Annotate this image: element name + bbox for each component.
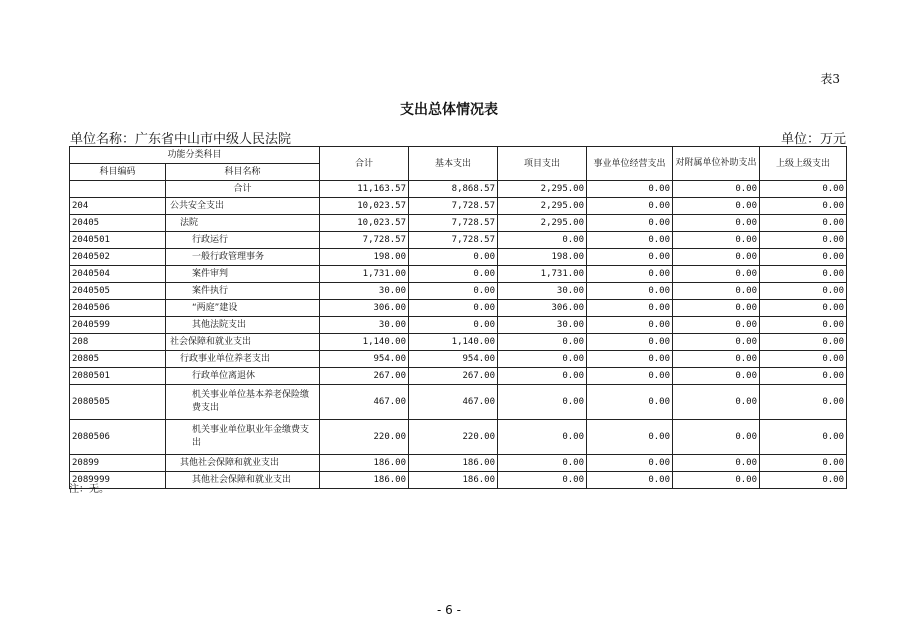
row-biz-cell: 0.00 — [587, 420, 673, 455]
row-name-cell: 行政运行 — [166, 232, 320, 249]
row-subsidy-cell: 0.00 — [673, 334, 760, 351]
row-basic-cell: 7,728.57 — [409, 198, 498, 215]
row-code-cell — [70, 181, 166, 198]
row-biz-cell: 0.00 — [587, 317, 673, 334]
row-code-cell: 2040505 — [70, 283, 166, 300]
row-project-cell: 0.00 — [498, 455, 587, 472]
row-subsidy-cell: 0.00 — [673, 181, 760, 198]
row-project-cell: 2,295.00 — [498, 215, 587, 232]
header-subsidy-expenditure: 对附属单位补助支出 — [673, 147, 760, 181]
row-name-cell: 合计 — [166, 181, 320, 198]
row-total-cell: 30.00 — [320, 283, 409, 300]
row-biz-cell: 0.00 — [587, 472, 673, 489]
row-name-cell: 其他法院支出 — [166, 317, 320, 334]
row-basic-cell: 467.00 — [409, 385, 498, 420]
row-project-cell: 0.00 — [498, 420, 587, 455]
row-basic-cell: 0.00 — [409, 300, 498, 317]
row-basic-cell: 0.00 — [409, 283, 498, 300]
row-total-cell: 7,728.57 — [320, 232, 409, 249]
row-basic-cell: 0.00 — [409, 317, 498, 334]
row-upper-cell: 0.00 — [760, 385, 847, 420]
header-name: 科目名称 — [166, 164, 320, 181]
row-biz-cell: 0.00 — [587, 368, 673, 385]
row-total-cell: 198.00 — [320, 249, 409, 266]
header-upper-expenditure: 上级上级支出 — [760, 147, 847, 181]
row-code-cell: 2040599 — [70, 317, 166, 334]
row-basic-cell: 1,140.00 — [409, 334, 498, 351]
row-total-cell: 11,163.57 — [320, 181, 409, 198]
table-row — [70, 368, 847, 385]
row-project-cell: 2,295.00 — [498, 198, 587, 215]
row-subsidy-cell: 0.00 — [673, 420, 760, 455]
page-number: - 6 - — [437, 603, 461, 617]
row-basic-cell: 7,728.57 — [409, 232, 498, 249]
row-upper-cell: 0.00 — [760, 300, 847, 317]
row-biz-cell: 0.00 — [587, 300, 673, 317]
header-code: 科目编码 — [70, 164, 166, 181]
currency-unit-label: 单位：万元 — [780, 132, 846, 147]
row-project-cell: 0.00 — [498, 351, 587, 368]
table-row — [70, 420, 847, 455]
row-project-cell: 0.00 — [498, 385, 587, 420]
row-basic-cell: 7,728.57 — [409, 215, 498, 232]
row-upper-cell: 0.00 — [760, 317, 847, 334]
row-code-cell: 2080505 — [70, 385, 166, 420]
row-subsidy-cell: 0.00 — [673, 198, 760, 215]
row-upper-cell: 0.00 — [760, 283, 847, 300]
row-project-cell: 306.00 — [498, 300, 587, 317]
row-name-cell: 案件审判 — [166, 266, 320, 283]
row-code-cell: 2040506 — [70, 300, 166, 317]
note-text: 注：无。 — [69, 484, 109, 495]
row-subsidy-cell: 0.00 — [673, 232, 760, 249]
row-code-cell: 2040502 — [70, 249, 166, 266]
row-project-cell: 30.00 — [498, 317, 587, 334]
table-number-label: 表3 — [820, 72, 840, 86]
row-upper-cell: 0.00 — [760, 472, 847, 489]
row-basic-cell: 186.00 — [409, 455, 498, 472]
row-subsidy-cell: 0.00 — [673, 472, 760, 489]
row-biz-cell: 0.00 — [587, 232, 673, 249]
row-upper-cell: 0.00 — [760, 181, 847, 198]
row-biz-cell: 0.00 — [587, 266, 673, 283]
row-total-cell: 1,731.00 — [320, 266, 409, 283]
row-upper-cell: 0.00 — [760, 266, 847, 283]
row-code-cell: 20805 — [70, 351, 166, 368]
row-code-cell: 2040501 — [70, 232, 166, 249]
row-subsidy-cell: 0.00 — [673, 215, 760, 232]
row-biz-cell: 0.00 — [587, 215, 673, 232]
row-code-cell: 2040504 — [70, 266, 166, 283]
row-biz-cell: 0.00 — [587, 334, 673, 351]
row-basic-cell: 954.00 — [409, 351, 498, 368]
row-biz-cell: 0.00 — [587, 385, 673, 420]
row-biz-cell: 0.00 — [587, 181, 673, 198]
row-basic-cell: 0.00 — [409, 249, 498, 266]
row-name-cell: 机关事业单位基本养老保险缴费支出 — [166, 385, 320, 420]
row-subsidy-cell: 0.00 — [673, 300, 760, 317]
row-basic-cell: 186.00 — [409, 472, 498, 489]
row-biz-cell: 0.00 — [587, 283, 673, 300]
row-project-cell: 198.00 — [498, 249, 587, 266]
table-row — [70, 334, 847, 351]
row-project-cell: 1,731.00 — [498, 266, 587, 283]
row-project-cell: 0.00 — [498, 334, 587, 351]
row-code-cell: 208 — [70, 334, 166, 351]
table-row — [70, 455, 847, 472]
table-row — [70, 385, 847, 420]
row-total-cell: 10,023.57 — [320, 215, 409, 232]
row-name-cell: 社会保障和就业支出 — [166, 334, 320, 351]
expenditure-table — [69, 146, 847, 489]
row-name-cell: 行政单位离退休 — [166, 368, 320, 385]
row-code-cell: 20405 — [70, 215, 166, 232]
row-name-cell: 案件执行 — [166, 283, 320, 300]
row-total-cell: 954.00 — [320, 351, 409, 368]
table-row — [70, 317, 847, 334]
table-row — [70, 181, 847, 198]
header-basic-expenditure: 基本支出 — [409, 147, 498, 181]
row-biz-cell: 0.00 — [587, 249, 673, 266]
row-basic-cell: 8,868.57 — [409, 181, 498, 198]
row-subsidy-cell: 0.00 — [673, 455, 760, 472]
row-subsidy-cell: 0.00 — [673, 351, 760, 368]
unit-name-label: 单位名称：广东省中山市中级人民法院 — [70, 132, 292, 147]
row-upper-cell: 0.00 — [760, 198, 847, 215]
row-code-cell: 204 — [70, 198, 166, 215]
row-subsidy-cell: 0.00 — [673, 368, 760, 385]
row-project-cell: 0.00 — [498, 232, 587, 249]
row-code-cell: 2080506 — [70, 420, 166, 455]
row-project-cell: 30.00 — [498, 283, 587, 300]
header-total: 合计 — [320, 147, 409, 181]
row-code-cell: 2089999 — [70, 472, 166, 489]
table-row — [70, 300, 847, 317]
row-biz-cell: 0.00 — [587, 455, 673, 472]
table-row — [70, 198, 847, 215]
row-name-cell: 机关事业单位职业年金缴费支出 — [166, 420, 320, 455]
row-upper-cell: 0.00 — [760, 215, 847, 232]
row-basic-cell: 0.00 — [409, 266, 498, 283]
row-total-cell: 220.00 — [320, 420, 409, 455]
row-biz-cell: 0.00 — [587, 198, 673, 215]
row-name-cell: 其他社会保障和就业支出 — [166, 455, 320, 472]
row-total-cell: 30.00 — [320, 317, 409, 334]
row-subsidy-cell: 0.00 — [673, 249, 760, 266]
row-subsidy-cell: 0.00 — [673, 283, 760, 300]
table-row — [70, 232, 847, 249]
row-name-cell: 行政事业单位养老支出 — [166, 351, 320, 368]
table-row — [70, 266, 847, 283]
row-project-cell: 2,295.00 — [498, 181, 587, 198]
page-title: 支出总体情况表 — [400, 102, 498, 118]
row-subsidy-cell: 0.00 — [673, 266, 760, 283]
row-upper-cell: 0.00 — [760, 249, 847, 266]
row-subsidy-cell: 0.00 — [673, 317, 760, 334]
row-basic-cell: 220.00 — [409, 420, 498, 455]
row-total-cell: 267.00 — [320, 368, 409, 385]
row-project-cell: 0.00 — [498, 472, 587, 489]
row-name-cell: 一般行政管理事务 — [166, 249, 320, 266]
row-total-cell: 1,140.00 — [320, 334, 409, 351]
row-total-cell: 306.00 — [320, 300, 409, 317]
row-subsidy-cell: 0.00 — [673, 385, 760, 420]
table-row — [70, 215, 847, 232]
header-project-expenditure: 项目支出 — [498, 147, 587, 181]
row-upper-cell: 0.00 — [760, 232, 847, 249]
row-upper-cell: 0.00 — [760, 351, 847, 368]
row-project-cell: 0.00 — [498, 368, 587, 385]
row-code-cell: 20899 — [70, 455, 166, 472]
header-business-expenditure: 事业单位经营支出 — [587, 147, 673, 181]
row-name-cell: 其他社会保障和就业支出 — [166, 472, 320, 489]
row-code-cell: 2080501 — [70, 368, 166, 385]
row-total-cell: 467.00 — [320, 385, 409, 420]
table-row — [70, 283, 847, 300]
row-name-cell: 公共安全支出 — [166, 198, 320, 215]
row-name-cell: 法院 — [166, 215, 320, 232]
row-upper-cell: 0.00 — [760, 334, 847, 351]
row-total-cell: 10,023.57 — [320, 198, 409, 215]
row-upper-cell: 0.00 — [760, 368, 847, 385]
row-upper-cell: 0.00 — [760, 455, 847, 472]
row-basic-cell: 267.00 — [409, 368, 498, 385]
row-name-cell: “两庭”建设 — [166, 300, 320, 317]
row-total-cell: 186.00 — [320, 472, 409, 489]
table-row — [70, 249, 847, 266]
row-biz-cell: 0.00 — [587, 351, 673, 368]
row-total-cell: 186.00 — [320, 455, 409, 472]
row-upper-cell: 0.00 — [760, 420, 847, 455]
table-row — [70, 472, 847, 489]
header-function-category: 功能分类科目 — [70, 147, 320, 164]
table-row — [70, 351, 847, 368]
